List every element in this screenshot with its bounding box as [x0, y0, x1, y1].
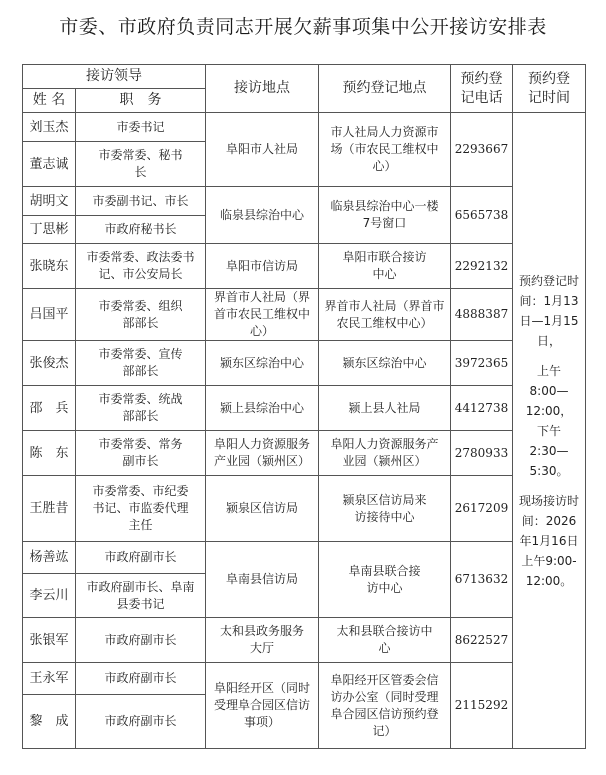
- registration-phone: 4412738: [451, 386, 513, 431]
- table-row: [23, 542, 586, 574]
- registration-place: 颍上县人社局: [319, 386, 451, 431]
- table-row: [23, 386, 586, 431]
- leader-name: 李云川: [23, 574, 76, 618]
- schedule-morning-hours: 8:00—12:00，: [525, 383, 573, 418]
- registration-place: 临泉县综治中心一楼7号窗口: [319, 187, 451, 244]
- reg-phone-header: 预约登记电话: [451, 65, 513, 113]
- registration-place: 阜阳经开区管委会信访办公室（同时受理阜合园区信访预约登记）: [319, 663, 451, 749]
- registration-place: 界首市人社局（界首市农民工维权中心）: [319, 289, 451, 341]
- leader-name: 杨善竑: [23, 542, 76, 574]
- leader-name: 刘玉杰: [23, 113, 76, 142]
- registration-phone: 2617209: [451, 476, 513, 542]
- leader-position: 市委常委、常务副市长: [76, 431, 206, 476]
- leader-name: 张银军: [23, 618, 76, 663]
- table-row: [23, 187, 586, 216]
- registration-phone: 6713632: [451, 542, 513, 618]
- visit-location: 阜阳经开区（同时受理阜合园区信访事项）: [206, 663, 319, 749]
- onsite-visit-time: 现场接访时间：2026年1月16日上午9:00-12:00。: [518, 493, 579, 588]
- registration-phone: 2292132: [451, 244, 513, 289]
- leaders-header: 接访领导: [23, 65, 206, 89]
- visit-location: 阜南县信访局: [206, 542, 319, 618]
- visit-location: 颍泉区信访局: [206, 476, 319, 542]
- name-header: 姓 名: [23, 89, 76, 113]
- position-header: 职 务: [76, 89, 206, 113]
- registration-phone: 2780933: [451, 431, 513, 476]
- leader-position: 市委副书记、市长: [76, 187, 206, 216]
- leader-name: 吕国平: [23, 289, 76, 341]
- registration-place: 阜阳人力资源服务产业园（颍州区）: [319, 431, 451, 476]
- registration-place: 阜阳市联合接访中心: [319, 244, 451, 289]
- visit-location: 阜阳市信访局: [206, 244, 319, 289]
- visit-location: 太和县政务服务大厅: [206, 618, 319, 663]
- schedule-afternoon-label: 下午: [536, 423, 561, 438]
- registration-phone: 6565738: [451, 187, 513, 244]
- registration-phone: 3972365: [451, 341, 513, 386]
- header-row: [23, 65, 586, 89]
- location-header: 接访地点: [206, 65, 319, 113]
- table-row: [23, 289, 586, 341]
- registration-place: 太和县联合接访中心: [319, 618, 451, 663]
- leader-name: 张俊杰: [23, 341, 76, 386]
- reg-place-header: 预约登记地点: [319, 65, 451, 113]
- registration-phone: 4888387: [451, 289, 513, 341]
- leader-position: 市委常委、统战部部长: [76, 386, 206, 431]
- table-row: [23, 341, 586, 386]
- table-row: [23, 476, 586, 542]
- registration-phone: 2115292: [451, 663, 513, 749]
- leader-name: 董志诚: [23, 142, 76, 187]
- registration-place: 颍东区综治中心: [319, 341, 451, 386]
- registration-phone: 8622527: [451, 618, 513, 663]
- registration-place: 颍泉区信访局来访接待中心: [319, 476, 451, 542]
- leader-position: 市政府副市长: [76, 618, 206, 663]
- visit-location: 阜阳市人社局: [206, 113, 319, 187]
- leader-position: 市政府副市长、阜南县委书记: [76, 574, 206, 618]
- leader-name: 王胜昔: [23, 476, 76, 542]
- leader-position: 市委常委、秘书长: [76, 142, 206, 187]
- registration-place: 市人社局人力资源市场（市农民工维权中心）: [319, 113, 451, 187]
- leader-name: 邵 兵: [23, 386, 76, 431]
- schedule-table: [22, 64, 586, 749]
- reg-time-header: 预约登记时间: [513, 65, 586, 113]
- registration-place: 阜南县联合接访中心: [319, 542, 451, 618]
- leader-position: 市政府副市长: [76, 695, 206, 749]
- leader-name: 黎 成: [23, 695, 76, 749]
- registration-phone: 2293667: [451, 113, 513, 187]
- leader-position: 市委书记: [76, 113, 206, 142]
- leader-position: 市委常委、政法委书记、市公安局长: [76, 244, 206, 289]
- visit-location: 颍上县综治中心: [206, 386, 319, 431]
- table-row: [23, 663, 586, 695]
- schedule-afternoon-hours: 2:30—5:30。: [529, 443, 569, 478]
- leader-position: 市委常委、市纪委书记、市监委代理主任: [76, 476, 206, 542]
- visit-location: 界首市人社局（界首市农民工维权中心）: [206, 289, 319, 341]
- leader-position: 市政府副市长: [76, 663, 206, 695]
- leader-name: 胡明文: [23, 187, 76, 216]
- visit-location: 临泉县综治中心: [206, 187, 319, 244]
- table-row: [23, 244, 586, 289]
- visit-location: 阜阳人力资源服务产业园（颍州区）: [206, 431, 319, 476]
- leader-position: 市政府副市长: [76, 542, 206, 574]
- leader-name: 王永军: [23, 663, 76, 695]
- leader-position: 市委常委、宣传部部长: [76, 341, 206, 386]
- registration-time: [513, 113, 586, 749]
- table-row: [23, 113, 586, 142]
- visit-location: 颍东区综治中心: [206, 341, 319, 386]
- leader-position: 市政府秘书长: [76, 216, 206, 244]
- table-row: [23, 618, 586, 663]
- leader-name: 陈 东: [23, 431, 76, 476]
- leader-position: 市委常委、组织部部长: [76, 289, 206, 341]
- leader-name: 丁思彬: [23, 216, 76, 244]
- schedule-period: 预约登记时间：1月13日—1月15日，: [518, 273, 579, 348]
- page-title: 市委、市政府负责同志开展欠薪事项集中公开接访安排表: [59, 16, 547, 38]
- schedule-morning-label: 上午: [536, 363, 561, 378]
- table-row: [23, 431, 586, 476]
- leader-name: 张晓东: [23, 244, 76, 289]
